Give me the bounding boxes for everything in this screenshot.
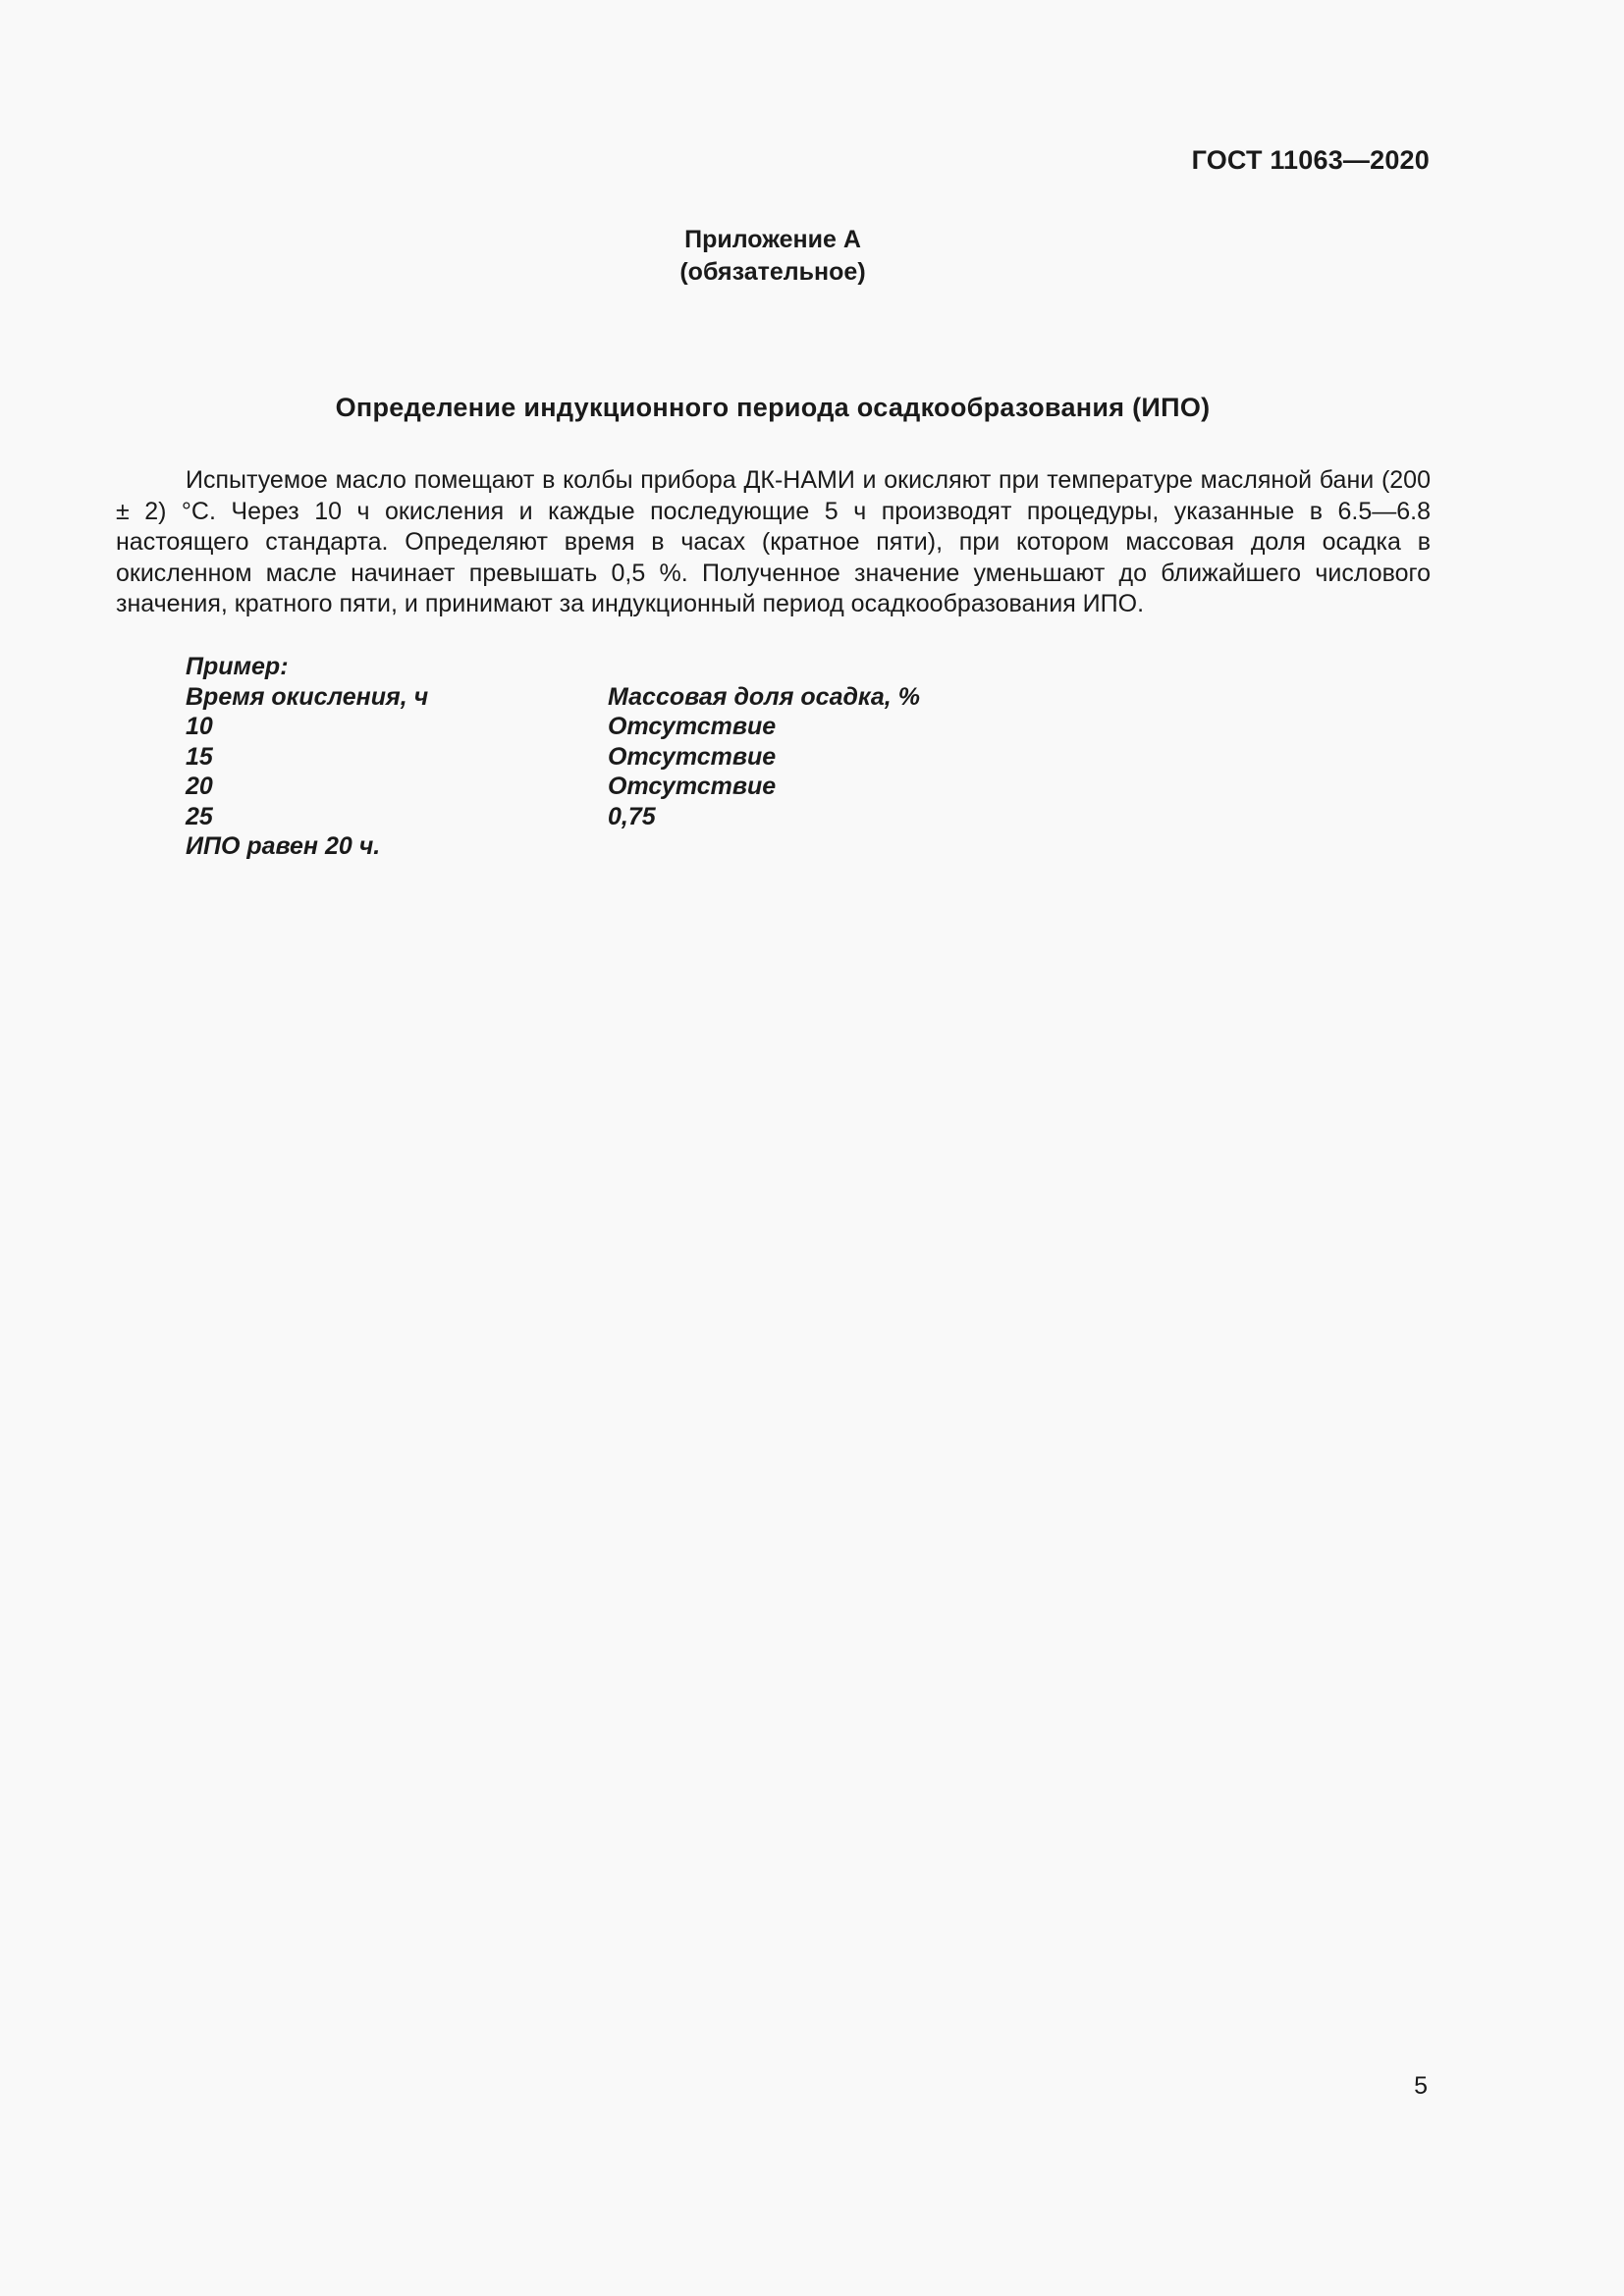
example-row: [186, 772, 920, 802]
example-block: [186, 652, 920, 862]
example-row: [186, 742, 920, 773]
example-header-time: Время окисления, ч: [186, 682, 429, 711]
appendix-heading: [0, 224, 1545, 289]
example-cell-mass: Отсутствие: [608, 773, 777, 800]
example-header-mass: Массовая доля осадка, %: [608, 682, 920, 711]
appendix-title: Приложение А: [684, 226, 861, 253]
example-cell-time: 10: [186, 713, 213, 740]
example-cell-time: 25: [186, 802, 213, 830]
body-paragraph: Испытуемое масло помещают в колбы прибора ДК-НАМИ и окисляют при температуре масляной бани (200 ± 2) °С. Через 10 ч окисления и каждые последующие 5 ч производят процедуры, указанные в 6.5—6.8 настоящего стандарта. Определяют время в часах (кратное пяти), при котором массовая доля осадка в окисленном масле начинает превышать 0,5 %. Полученное значение уменьшают до ближайшего числового значения, кратного пяти, и принимают за индукционный период осадкообразования ИПО.: [116, 466, 1431, 617]
example-header-row: [186, 682, 920, 713]
example-cell-mass: Отсутствие: [608, 713, 777, 740]
example-conclusion: ИПО равен 20 ч.: [186, 832, 381, 860]
example-cell-mass: 0,75: [608, 802, 656, 830]
example-cell-time: 15: [186, 742, 213, 771]
example-label: Пример:: [186, 653, 289, 680]
page-number: 5: [1414, 2072, 1428, 2100]
example-cell-time: 20: [186, 773, 213, 800]
example-cell-mass: Отсутствие: [608, 742, 777, 771]
document-code: ГОСТ 11063—2020: [1191, 145, 1430, 175]
example-row: [186, 802, 920, 832]
example-row: [186, 712, 920, 742]
appendix-status: (обязательное): [679, 258, 866, 286]
section-title: Определение индукционного периода осадкообразования (ИПО): [335, 393, 1211, 422]
